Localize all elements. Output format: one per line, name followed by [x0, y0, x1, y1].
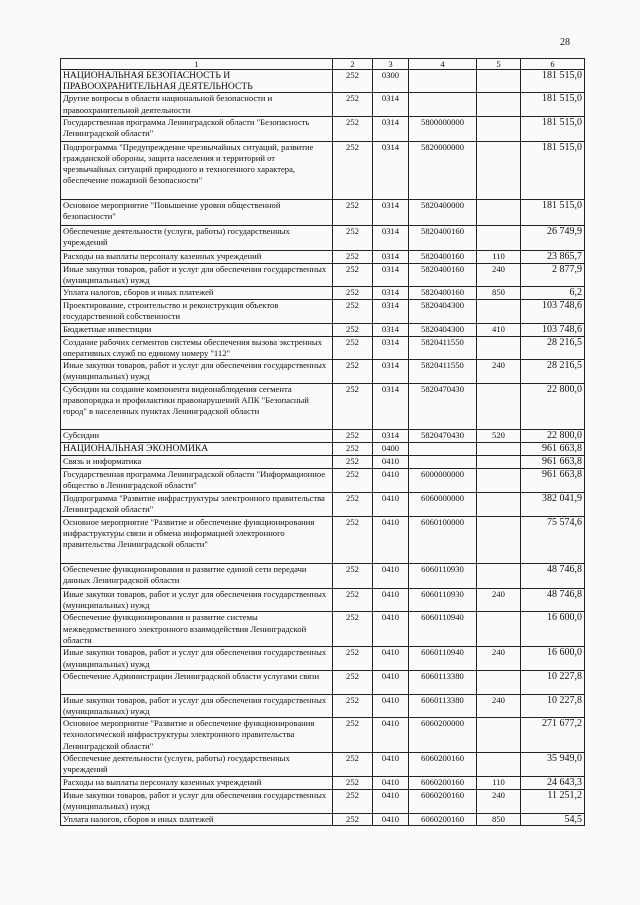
table-row [61, 225, 585, 250]
amount: 10 227,8 [521, 694, 585, 717]
admin-code: 252 [333, 493, 373, 517]
section-code: 0410 [373, 647, 409, 670]
section-code: 0314 [373, 263, 409, 286]
expense-type-code: 240 [477, 263, 521, 286]
row-name: Расходы на выплаты персоналу казенных учреждений [61, 777, 333, 790]
table-row [61, 287, 585, 300]
expense-type-code: 410 [477, 323, 521, 336]
admin-code: 252 [333, 70, 373, 93]
table-row [61, 469, 585, 493]
row-name: Обеспечение функционирования и развитие системы межведомственного электронного взаимодействия Ленинградской области [61, 612, 333, 647]
section-code: 0410 [373, 469, 409, 493]
row-name: Уплата налогов, сборов и иных платежей [61, 287, 333, 300]
table-row [61, 589, 585, 612]
row-name: Иные закупки товаров, работ и услуг для обеспечения государственных (муниципальных) нужд [61, 694, 333, 717]
section-code: 0300 [373, 70, 409, 93]
target-article-code [409, 70, 477, 93]
row-name: Расходы на выплаты персоналу казенных учреждений [61, 250, 333, 263]
section-code: 0314 [373, 199, 409, 225]
table-row [61, 141, 585, 199]
expense-type-code: 240 [477, 790, 521, 813]
amount: 181 515,0 [521, 116, 585, 141]
target-article-code: 6060000000 [409, 493, 477, 517]
amount: 75 574,6 [521, 517, 585, 564]
target-article-code: 5820411550 [409, 360, 477, 384]
amount: 28 216,5 [521, 336, 585, 359]
expense-type-code [477, 456, 521, 469]
expense-type-code [477, 141, 521, 199]
target-article-code: 5820404300 [409, 300, 477, 323]
target-article-code: 6060200160 [409, 790, 477, 813]
amount: 48 746,8 [521, 564, 585, 589]
admin-code: 252 [333, 250, 373, 263]
expense-type-code [477, 493, 521, 517]
row-name: Обеспечение Администрации Ленинградской области услугами связи [61, 670, 333, 694]
row-name: Связь и информатика [61, 456, 333, 469]
amount: 6,2 [521, 287, 585, 300]
row-name: Другие вопросы в области национальной безопасности и правоохранительной деятельности [61, 93, 333, 116]
amount: 103 748,6 [521, 300, 585, 323]
admin-code: 252 [333, 225, 373, 250]
row-name: Субсидии на создание компонента видеонаблюдения сегмента правопорядка и профилактики правонарушений АПК "Безопасный город" в населенных пунктах Ленинградской области [61, 384, 333, 430]
admin-code: 252 [333, 670, 373, 694]
table-row [61, 670, 585, 694]
section-code: 0314 [373, 250, 409, 263]
target-article-code: 5820470430 [409, 384, 477, 430]
expense-type-code [477, 225, 521, 250]
amount: 181 515,0 [521, 141, 585, 199]
admin-code: 252 [333, 753, 373, 777]
amount: 23 865,7 [521, 250, 585, 263]
table-row [61, 647, 585, 670]
table-row [61, 263, 585, 286]
section-code: 0314 [373, 323, 409, 336]
target-article-code: 5820400160 [409, 263, 477, 286]
target-article-code: 5820470430 [409, 430, 477, 443]
row-name: Бюджетные инвестиции [61, 323, 333, 336]
amount: 382 041,9 [521, 493, 585, 517]
table-row [61, 493, 585, 517]
admin-code: 252 [333, 777, 373, 790]
amount: 48 746,8 [521, 589, 585, 612]
section-code: 0410 [373, 790, 409, 813]
amount: 961 663,8 [521, 456, 585, 469]
row-name: Иные закупки товаров, работ и услуг для обеспечения государственных (муниципальных) нужд [61, 589, 333, 612]
table-row [61, 199, 585, 225]
amount: 22 800,0 [521, 430, 585, 443]
table-row [61, 612, 585, 647]
amount: 181 515,0 [521, 199, 585, 225]
budget-table [60, 58, 585, 826]
expense-type-code: 240 [477, 647, 521, 670]
target-article-code: 6000000000 [409, 469, 477, 493]
table-row [61, 564, 585, 589]
amount: 961 663,8 [521, 443, 585, 456]
section-code: 0314 [373, 141, 409, 199]
admin-code: 252 [333, 589, 373, 612]
expense-type-code [477, 469, 521, 493]
table-row [61, 718, 585, 753]
admin-code: 252 [333, 93, 373, 116]
table-row [61, 70, 585, 93]
amount: 2 877,9 [521, 263, 585, 286]
column-number: 2 [333, 59, 373, 70]
section-code: 0410 [373, 777, 409, 790]
column-number: 3 [373, 59, 409, 70]
admin-code: 252 [333, 813, 373, 825]
amount: 54,5 [521, 813, 585, 825]
section-code: 0410 [373, 718, 409, 753]
expense-type-code [477, 564, 521, 589]
target-article-code: 6060200160 [409, 813, 477, 825]
section-code: 0410 [373, 493, 409, 517]
expense-type-code [477, 199, 521, 225]
amount: 271 677,2 [521, 718, 585, 753]
expense-type-code [477, 517, 521, 564]
section-code: 0410 [373, 612, 409, 647]
amount: 16 600,0 [521, 647, 585, 670]
row-name: Подпрограмма "Развитие инфраструктуры электронного правительства Ленинградской области" [61, 493, 333, 517]
section-code: 0410 [373, 813, 409, 825]
admin-code: 252 [333, 323, 373, 336]
row-name: Субсидии [61, 430, 333, 443]
table-row [61, 790, 585, 813]
expense-type-code: 110 [477, 250, 521, 263]
target-article-code: 5820411550 [409, 336, 477, 359]
table-row [61, 777, 585, 790]
row-name: Обеспечение деятельности (услуги, работы) государственных учреждений [61, 225, 333, 250]
admin-code: 252 [333, 360, 373, 384]
target-article-code: 5800000000 [409, 116, 477, 141]
target-article-code: 5820400160 [409, 225, 477, 250]
section-code: 0314 [373, 93, 409, 116]
table-row [61, 517, 585, 564]
section-code: 0410 [373, 753, 409, 777]
section-code: 0410 [373, 589, 409, 612]
target-article-code [409, 93, 477, 116]
admin-code: 252 [333, 199, 373, 225]
admin-code: 252 [333, 564, 373, 589]
amount: 10 227,8 [521, 670, 585, 694]
target-article-code: 6060200000 [409, 718, 477, 753]
admin-code: 252 [333, 612, 373, 647]
section-code: 0314 [373, 287, 409, 300]
section-code: 0410 [373, 564, 409, 589]
row-name: НАЦИОНАЛЬНАЯ ЭКОНОМИКА [61, 443, 333, 456]
admin-code: 252 [333, 694, 373, 717]
admin-code: 252 [333, 300, 373, 323]
table-row [61, 694, 585, 717]
section-code: 0410 [373, 517, 409, 564]
table-row [61, 300, 585, 323]
amount: 961 663,8 [521, 469, 585, 493]
row-name: Проектирование, строительство и реконструкция объектов государственной собственности [61, 300, 333, 323]
expense-type-code [477, 753, 521, 777]
expense-type-code [477, 300, 521, 323]
expense-type-code: 240 [477, 589, 521, 612]
section-code: 0314 [373, 336, 409, 359]
admin-code: 252 [333, 647, 373, 670]
expense-type-code [477, 336, 521, 359]
row-name: Иные закупки товаров, работ и услуг для обеспечения государственных (муниципальных) нужд [61, 360, 333, 384]
amount: 16 600,0 [521, 612, 585, 647]
table-row [61, 336, 585, 359]
section-code: 0314 [373, 116, 409, 141]
target-article-code [409, 443, 477, 456]
table-row [61, 323, 585, 336]
table-row [61, 250, 585, 263]
table-row [61, 813, 585, 825]
table-row [61, 93, 585, 116]
target-article-code: 6060200160 [409, 777, 477, 790]
expense-type-code [477, 718, 521, 753]
table-row [61, 430, 585, 443]
table-row [61, 116, 585, 141]
expense-type-code [477, 384, 521, 430]
expense-type-code [477, 70, 521, 93]
target-article-code: 6060113380 [409, 670, 477, 694]
target-article-code: 6060110940 [409, 647, 477, 670]
row-name: Государственная программа Ленинградской области "Безопасность Ленинградской области" [61, 116, 333, 141]
row-name: Уплата налогов, сборов и иных платежей [61, 813, 333, 825]
section-code: 0314 [373, 430, 409, 443]
row-name: Иные закупки товаров, работ и услуг для обеспечения государственных (муниципальных) нужд [61, 263, 333, 286]
row-name: Основное мероприятие "Развитие и обеспечение функционирования инфраструктуры связи и обмена информацией электронного правительства Ленинградской области" [61, 517, 333, 564]
section-code: 0314 [373, 384, 409, 430]
amount: 11 251,2 [521, 790, 585, 813]
expense-type-code: 110 [477, 777, 521, 790]
section-code: 0410 [373, 670, 409, 694]
column-number: 6 [521, 59, 585, 70]
row-name: Основное мероприятие "Повышение уровня общественной безопасности" [61, 199, 333, 225]
admin-code: 252 [333, 263, 373, 286]
row-name: Обеспечение деятельности (услуги, работы) государственных учреждений [61, 753, 333, 777]
section-code: 0410 [373, 456, 409, 469]
row-name: Иные закупки товаров, работ и услуг для обеспечения государственных (муниципальных) нужд [61, 790, 333, 813]
section-code: 0314 [373, 225, 409, 250]
expense-type-code: 240 [477, 694, 521, 717]
column-number: 1 [61, 59, 333, 70]
amount: 181 515,0 [521, 70, 585, 93]
row-name: Государственная программа Ленинградской области "Информационное общество в Ленинградской области" [61, 469, 333, 493]
expense-type-code: 240 [477, 360, 521, 384]
admin-code: 252 [333, 430, 373, 443]
target-article-code: 6060110930 [409, 589, 477, 612]
table-row [61, 384, 585, 430]
admin-code: 252 [333, 469, 373, 493]
admin-code: 252 [333, 336, 373, 359]
expense-type-code: 850 [477, 813, 521, 825]
table-row [61, 456, 585, 469]
row-name: Обеспечение функционирования и развитие единой сети передачи данных Ленинградской области [61, 564, 333, 589]
amount: 181 515,0 [521, 93, 585, 116]
column-number-row [61, 59, 585, 70]
expense-type-code [477, 670, 521, 694]
row-name: Создание рабочих сегментов системы обеспечения вызова экстренных оперативных служб по единому номеру "112" [61, 336, 333, 359]
section-code: 0410 [373, 694, 409, 717]
table-row [61, 360, 585, 384]
amount: 26 749,9 [521, 225, 585, 250]
section-code: 0400 [373, 443, 409, 456]
section-code: 0314 [373, 360, 409, 384]
row-name: Подпрограмма "Предупреждение чрезвычайных ситуаций, развитие гражданской обороны, защита населения и территорий от чрезвычайных ситуаций природного и техногенного характера, обеспечение пожарной безопасности" [61, 141, 333, 199]
page-number: 28 [560, 37, 570, 48]
admin-code: 252 [333, 116, 373, 141]
target-article-code: 5820400000 [409, 199, 477, 225]
table-row [61, 753, 585, 777]
target-article-code: 6060110940 [409, 612, 477, 647]
target-article-code: 6060113380 [409, 694, 477, 717]
target-article-code [409, 456, 477, 469]
amount: 28 216,5 [521, 360, 585, 384]
amount: 24 643,3 [521, 777, 585, 790]
admin-code: 252 [333, 517, 373, 564]
expense-type-code [477, 93, 521, 116]
target-article-code: 5820404300 [409, 323, 477, 336]
section-code: 0314 [373, 300, 409, 323]
expense-type-code: 520 [477, 430, 521, 443]
table-row [61, 443, 585, 456]
amount: 35 949,0 [521, 753, 585, 777]
target-article-code: 5820400160 [409, 250, 477, 263]
admin-code: 252 [333, 443, 373, 456]
expense-type-code [477, 116, 521, 141]
target-article-code: 6060110930 [409, 564, 477, 589]
expense-type-code [477, 443, 521, 456]
row-name: Основное мероприятие "Развитие и обеспечение функционирования технологической инфраструктуры электронного правительства Ленинградской области" [61, 718, 333, 753]
target-article-code: 5820400160 [409, 287, 477, 300]
admin-code: 252 [333, 718, 373, 753]
expense-type-code [477, 612, 521, 647]
admin-code: 252 [333, 287, 373, 300]
amount: 103 748,6 [521, 323, 585, 336]
row-name: НАЦИОНАЛЬНАЯ БЕЗОПАСНОСТЬ И ПРАВООХРАНИТЕЛЬНАЯ ДЕЯТЕЛЬНОСТЬ [61, 70, 333, 93]
target-article-code: 6060100000 [409, 517, 477, 564]
row-name: Иные закупки товаров, работ и услуг для обеспечения государственных (муниципальных) нужд [61, 647, 333, 670]
admin-code: 252 [333, 456, 373, 469]
admin-code: 252 [333, 790, 373, 813]
amount: 22 800,0 [521, 384, 585, 430]
column-number: 4 [409, 59, 477, 70]
admin-code: 252 [333, 141, 373, 199]
column-number: 5 [477, 59, 521, 70]
target-article-code: 5820000000 [409, 141, 477, 199]
target-article-code: 6060200160 [409, 753, 477, 777]
admin-code: 252 [333, 384, 373, 430]
expense-type-code: 850 [477, 287, 521, 300]
